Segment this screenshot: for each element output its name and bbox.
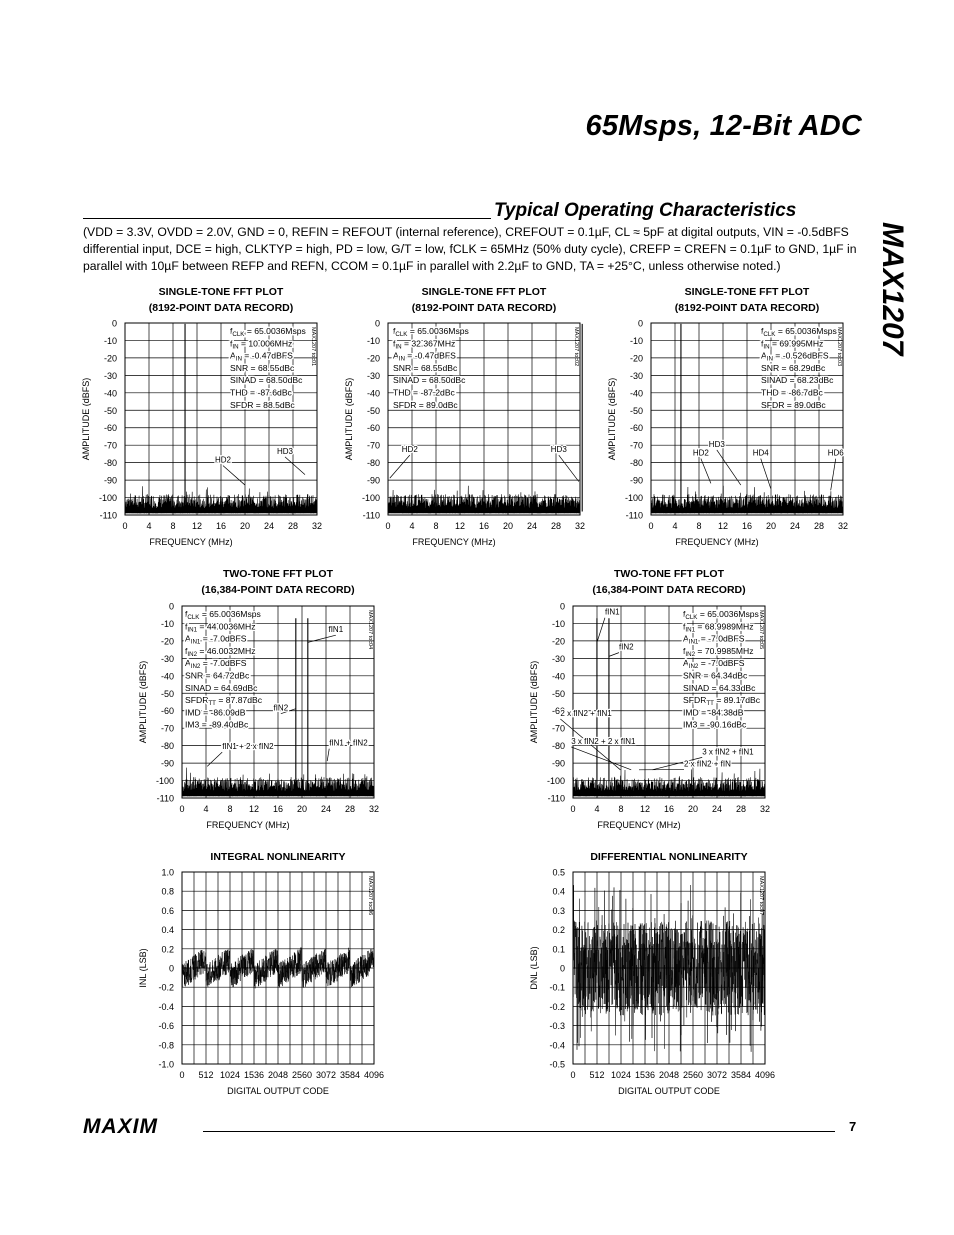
x-tick-label: 24 [320,804,332,814]
y-tick-label: -80 [551,741,565,752]
peak-leader [571,747,631,770]
peak-label: HD2 [401,445,418,455]
peak-label: fIN1 + fIN2 [329,738,368,748]
peak-leader [390,455,410,478]
x-tick-label: 16 [215,521,227,531]
peak-label: 2 x fIN2 + fIN [684,759,731,769]
part-number-label: MAX1207 [876,222,909,356]
y-tick-label: -70 [160,723,174,734]
x-tick-label: 8 [227,804,233,814]
info-line: $A_{IN2}$ = -7.0dBFS [185,658,247,671]
chart-title-line: (8192-POINT DATA RECORD) [411,302,557,314]
y-axis-label: INL (LSB) [138,948,148,988]
x-tick-label: 24 [526,521,538,531]
y-tick-label: -20 [629,353,643,364]
x-tick-label: 4 [203,804,209,814]
x-tick-label: 20 [502,521,514,531]
y-tick-label: -0.1 [549,982,565,993]
peak-leader [597,618,605,643]
fft-chart-3-svg [604,285,864,550]
x-tick-label: 1536 [634,1070,656,1080]
x-tick-label: 3072 [706,1070,728,1080]
two-tone-chart-2 [528,567,788,835]
x-tick-label: 24 [263,521,275,531]
x-tick-label: 3584 [339,1070,361,1080]
chart-title-line: DIFFERENTIAL NONLINEARITY [590,851,748,863]
y-tick-label: -70 [103,440,117,451]
x-tick-label: 16 [478,521,490,531]
y-axis-label: AMPLITUDE (dBFS) [344,377,354,461]
x-tick-label: 28 [287,521,299,531]
info-line: $f_{CLK}$ = 65.0036Msps [185,609,261,621]
x-tick-label: 8 [696,521,702,531]
x-tick-label: 32 [311,521,323,531]
info-line: $A_{IN}$ = -0.47dBFS [230,350,293,363]
y-tick-label: -40 [366,388,380,399]
info-line: THD = -87.2dBc [393,387,455,398]
info-line: $f_{CLK}$ = 65.0036Msps [230,326,306,338]
y-tick-label: 0.2 [161,944,174,955]
y-tick-label: -20 [103,353,117,364]
two-tone-chart-1 [137,567,397,835]
y-tick-label: 0 [168,601,174,612]
y-tick-label: -60 [629,423,643,434]
peak-label: 3 x fIN2 + 2 x fIN1 [571,736,636,746]
y-tick-label: -1.0 [158,1059,174,1070]
x-tick-label: 12 [454,521,466,531]
x-tick-label: 16 [272,804,284,814]
info-line: $f_{IN1} = 68.9989MHz$ [683,621,754,634]
y-tick-label: 0.4 [161,925,174,936]
y-tick-label: -30 [551,653,565,664]
y-tick-label: -50 [160,688,174,699]
x-tick-label: 12 [717,521,729,531]
y-tick-label: -50 [629,405,643,416]
y-tick-label: -110 [99,510,117,521]
inl-chart [137,848,397,1103]
x-tick-label: 4096 [754,1070,776,1080]
info-line: $f_{IN2} = 46.0032MHz$ [185,645,256,658]
fft-chart-1-svg [80,285,340,550]
peak-label: HD2 [692,448,709,458]
info-line: SNR = 68.55dBc [230,362,295,373]
peak-leader [831,459,836,491]
x-tick-label: 1024 [610,1070,632,1080]
x-tick-label: 0 [385,521,391,531]
x-tick-label: 0 [648,521,654,531]
y-tick-label: -100 [361,493,380,504]
y-tick-label: -30 [366,370,380,381]
part-number-sidebar [872,200,912,370]
document-title: 65Msps, 12-Bit ADC [585,110,862,142]
y-tick-label: -80 [366,458,380,469]
x-axis-label: DIGITAL OUTPUT CODE [227,1086,329,1096]
y-tick-label: 1.0 [161,867,174,878]
y-tick-label: -110 [156,793,174,804]
y-tick-label: -100 [624,493,643,504]
peak-label: HD4 [752,448,769,458]
two-tone-chart-2-svg [528,567,788,835]
info-line: $f_{IN1} = 44.0036MHz$ [185,621,256,634]
x-tick-label: 2048 [658,1070,680,1080]
y-tick-label: -90 [629,475,643,486]
fft-chart-3 [604,285,864,550]
info-line: THD = -86.7dBc [761,387,823,398]
chart-title-line: (8192-POINT DATA RECORD) [674,302,820,314]
peak-leader [223,466,245,485]
x-tick-label: 12 [639,804,651,814]
info-line: THD = -87.6dBc [230,387,292,398]
info-line: $f_{CLK}$ = 65.0036Msps [683,609,759,621]
x-axis-label: DIGITAL OUTPUT CODE [618,1086,720,1096]
chart-title-line: (16,384-POINT DATA RECORD) [201,584,355,596]
chart-title-line: (16,384-POINT DATA RECORD) [592,584,746,596]
figure-code: MAX1207 toc03 [836,327,842,367]
y-tick-label: -110 [625,510,643,521]
peak-leader [609,653,619,657]
y-tick-label: -0.2 [158,982,174,993]
dnl-chart [528,848,788,1103]
x-tick-label: 4 [409,521,415,531]
x-axis-label: FREQUENCY (MHz) [412,537,496,547]
two-tone-chart-1-svg [137,567,397,835]
peak-leader [285,457,305,475]
y-tick-label: -80 [160,741,174,752]
info-line: SINAD = 68.23dBc [761,375,834,386]
x-tick-label: 12 [248,804,260,814]
info-line: $A_{IN}$ = -0.47dBFS [393,350,456,363]
x-tick-label: 512 [198,1070,214,1080]
peak-label: fIN2 [618,642,634,652]
x-tick-label: 16 [663,804,675,814]
peak-leader [308,635,336,642]
x-axis-label: FREQUENCY (MHz) [675,537,759,547]
y-tick-label: -90 [366,475,380,486]
info-line: SINAD = 68.50dBc [230,375,303,386]
y-axis-label: AMPLITUDE (dBFS) [81,377,91,461]
info-line: SINAD = 64.33dBc [683,682,756,693]
y-tick-label: 0.1 [552,944,565,955]
figure-code: MAX1207 toc07 [758,876,764,916]
info-line: $A_{IN1}$ = -7.0dBFS [683,633,745,646]
y-tick-label: -0.6 [158,1021,174,1032]
x-tick-label: 4 [146,521,152,531]
y-tick-label: -10 [366,335,380,346]
x-tick-label: 0 [122,521,128,531]
chart-title-line: SINGLE-TONE FFT PLOT [421,286,547,298]
x-tick-label: 4 [594,804,600,814]
y-tick-label: -60 [103,423,117,434]
y-tick-label: 0 [559,601,565,612]
x-tick-label: 32 [837,521,849,531]
info-line: SNR = 64.72dBc [185,670,250,681]
y-tick-label: 0.2 [552,925,565,936]
figure-code: MAX1207 toc01 [310,327,316,367]
y-tick-label: 0.8 [161,886,174,897]
y-tick-label: -60 [366,423,380,434]
y-tick-label: -60 [160,706,174,717]
peak-leader [761,459,771,489]
figure-code: MAX1207 toc05 [758,610,764,650]
x-tick-label: 28 [813,521,825,531]
y-axis-label: AMPLITUDE (dBFS) [138,660,148,744]
info-line: IMD = -84.38dB [683,707,744,718]
y-tick-label: -40 [160,671,174,682]
info-line: $f_{IN} = 32.367MHz$ [393,338,456,351]
x-tick-label: 8 [433,521,439,531]
x-tick-label: 24 [711,804,723,814]
info-line: SNR = 68.29dBc [761,362,826,373]
y-tick-label: -0.2 [549,1001,565,1012]
peak-label: 3 x fIN2 + fIN1 [702,747,754,757]
inl-chart-svg [137,848,397,1103]
y-tick-label: -10 [629,335,643,346]
y-tick-label: 0.4 [552,886,565,897]
y-tick-label: -30 [629,370,643,381]
x-tick-label: 4096 [363,1070,385,1080]
section-rule [83,218,491,219]
info-line: $f_{IN} = 69.995MHz$ [761,338,824,351]
y-tick-label: -70 [629,440,643,451]
info-line: SFDR = 89.0dBc [393,399,458,410]
x-axis-label: FREQUENCY (MHz) [149,537,233,547]
x-tick-label: 20 [687,804,699,814]
dnl-chart-svg [528,848,788,1103]
y-tick-label: 0.6 [161,905,174,916]
peak-label: HD3 [276,446,294,456]
y-tick-label: -0.5 [549,1059,565,1070]
y-tick-label: -10 [160,618,174,629]
chart-title-line: SINGLE-TONE FFT PLOT [158,286,284,298]
chart-title-line: TWO-TONE FFT PLOT [613,568,725,580]
footer-rule [203,1131,835,1132]
x-tick-label: 3584 [730,1070,752,1080]
info-line: IM3 = -89.40dBc [185,719,249,730]
y-tick-label: -40 [629,388,643,399]
x-tick-label: 12 [191,521,203,531]
x-tick-label: 8 [170,521,176,531]
peak-label: fIN2 [273,703,289,713]
chart-title-line: INTEGRAL NONLINEARITY [210,851,346,863]
x-tick-label: 28 [344,804,356,814]
info-line: $f_{IN} = 10.006MHz$ [230,338,293,351]
fft-chart-2 [343,285,603,550]
info-line: SNR = 64.34dBc [683,670,748,681]
y-tick-label: 0 [637,318,643,329]
info-line: SINAD = 68.50dBc [393,375,466,386]
y-tick-label: -10 [103,335,117,346]
y-tick-label: -70 [551,723,565,734]
x-tick-label: 2560 [682,1070,704,1080]
y-tick-label: -40 [551,671,565,682]
figure-code: MAX1207 toc04 [367,610,373,650]
peak-label: HD3 [550,445,567,455]
y-tick-label: 0 [111,318,117,329]
fft-chart-2-svg [343,285,603,550]
y-tick-label: 0.5 [552,867,565,878]
info-line: $A_{IN1}$ = -7.0dBFS [185,633,247,646]
info-line: $f_{IN2} = 70.9985MHz$ [683,645,754,658]
x-tick-label: 32 [759,804,771,814]
peak-label: HD3 [708,439,725,449]
y-tick-label: -30 [103,370,117,381]
y-tick-label: -10 [551,618,565,629]
y-tick-label: -50 [366,405,380,416]
peak-leader [327,749,329,761]
y-tick-label: -0.8 [158,1040,174,1051]
info-line: $f_{CLK}$ = 65.0036Msps [393,326,469,338]
info-line: IM3 = -90.16dBc [683,719,747,730]
x-tick-label: 28 [550,521,562,531]
info-line: $A_{IN}$ = -0.526dBFS [761,350,829,363]
peak-leader [559,455,579,481]
peak-label: 2 x fIN2 + fIN1 [560,708,612,718]
page-number: 7 [849,1119,857,1134]
y-tick-label: -40 [103,388,117,399]
y-tick-label: -100 [155,776,174,787]
info-line: $SFDR_{TT} = 89.17dBc$ [683,695,761,708]
x-tick-label: 512 [589,1070,605,1080]
x-tick-label: 2560 [291,1070,313,1080]
figure-code: MAX1207 toc06 [367,876,373,916]
y-tick-label: -0.3 [549,1021,565,1032]
x-axis-label: FREQUENCY (MHz) [597,820,681,830]
peak-label: fIN1 + 2 x fIN2 [222,742,274,752]
figure-code: MAX1207 toc02 [573,327,579,367]
info-line: SNR = 68.55dBc [393,362,458,373]
x-tick-label: 4 [672,521,678,531]
info-line: IMD = -86.09dB [185,707,246,718]
y-tick-label: -50 [103,405,117,416]
info-line: SFDR = 89.0dBc [761,399,826,410]
y-tick-label: -20 [366,353,380,364]
chart-title-line: SINGLE-TONE FFT PLOT [684,286,810,298]
x-tick-label: 20 [239,521,251,531]
y-tick-label: -90 [551,758,565,769]
y-tick-label: -0.4 [158,1001,174,1012]
y-tick-label: 0 [374,318,380,329]
fft-chart-1 [80,285,340,550]
x-tick-label: 20 [765,521,777,531]
y-tick-label: 0 [559,963,565,974]
y-tick-label: -70 [366,440,380,451]
x-tick-label: 32 [368,804,380,814]
peak-label: HD2 [214,455,232,465]
x-tick-label: 0 [570,1070,576,1080]
maxim-logo-text: MAXIM [83,1115,158,1137]
y-tick-label: -20 [160,636,174,647]
x-tick-label: 1536 [243,1070,265,1080]
y-tick-label: -110 [362,510,380,521]
y-tick-label: -60 [551,706,565,717]
peak-label: HD6 [827,448,844,458]
y-tick-label: -0.4 [549,1040,565,1051]
y-tick-label: -50 [551,688,565,699]
x-tick-label: 8 [618,804,624,814]
y-tick-label: -30 [160,653,174,664]
x-tick-label: 3072 [315,1070,337,1080]
x-tick-label: 0 [570,804,576,814]
y-tick-label: -80 [103,458,117,469]
peak-label: fIN1 [604,607,620,617]
y-tick-label: -90 [103,475,117,486]
y-tick-label: -20 [551,636,565,647]
info-line: $SFDR_{TT} = 87.87dBc$ [185,695,263,708]
section-title: Typical Operating Characteristics [494,200,797,221]
y-tick-label: 0 [168,963,174,974]
chart-title-line: (8192-POINT DATA RECORD) [148,302,294,314]
info-line: SFDR = 88.5dBc [230,399,295,410]
info-line: $f_{CLK}$ = 65.0036Msps [761,326,837,338]
y-tick-label: -110 [547,793,565,804]
peak-label: fIN1 [328,625,344,635]
y-tick-label: -90 [160,758,174,769]
x-tick-label: 0 [179,804,185,814]
info-line: $A_{IN2}$ = -7.0dBFS [683,658,745,671]
x-axis-label: FREQUENCY (MHz) [206,820,290,830]
x-tick-label: 2048 [267,1070,289,1080]
x-tick-label: 24 [789,521,801,531]
info-line: SINAD = 64.69dBc [185,682,258,693]
test-conditions: (VDD = 3.3V, OVDD = 2.0V, GND = 0, REFIN = REFOUT (internal reference), CREFOUT = 0.1µF, CL ≈ 5pF at digital outputs, VIN = -0.5dBFS differential input, DCE = high, CLKTYP = high, PD = low, G/T = low, fCLK = 65MHz (50% duty cycle), CREFP = CREFN = 0.1µF to GND, 1µF in parallel with 10µF between REFP and REFN, CCOM = 0.1µF in parallel with 2.2µF to GND, TA = +25°C, unless otherwise noted.) [83,225,857,273]
x-tick-label: 28 [735,804,747,814]
y-axis-label: AMPLITUDE (dBFS) [529,660,539,744]
x-tick-label: 20 [296,804,308,814]
y-tick-label: -100 [98,493,117,504]
y-tick-label: 0.3 [552,905,565,916]
x-tick-label: 1024 [219,1070,241,1080]
chart-title-line: TWO-TONE FFT PLOT [222,568,334,580]
y-axis-label: AMPLITUDE (dBFS) [607,377,617,461]
peak-leader [207,752,222,766]
x-tick-label: 32 [574,521,586,531]
y-tick-label: -100 [546,776,565,787]
x-tick-label: 0 [179,1070,185,1080]
y-axis-label: DNL (LSB) [529,946,539,990]
y-tick-label: -80 [629,458,643,469]
x-tick-label: 16 [741,521,753,531]
maxim-logo [83,1115,193,1137]
